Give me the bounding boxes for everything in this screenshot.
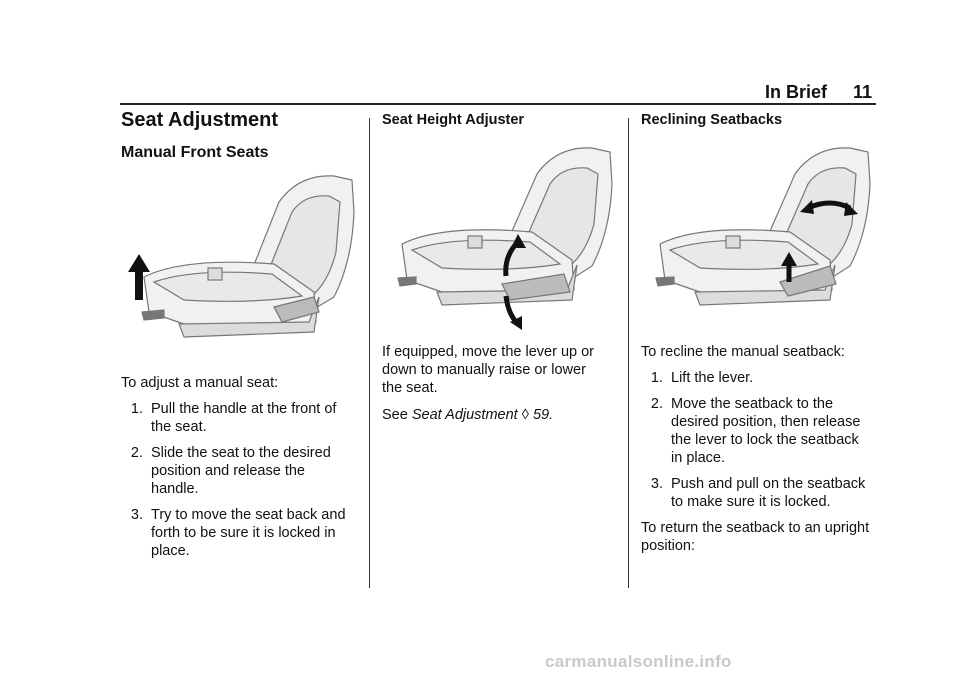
step-item: 3. Push and pull on the seatback to make sure it is locked. [650, 476, 866, 510]
height-instructions: If equipped, move the lever up or down to manually raise or lower the seat. [382, 344, 594, 396]
intro-text: To recline the manual seatback: [641, 344, 845, 360]
section-title: In Brief [764, 82, 827, 102]
section-heading: Seat Adjustment [121, 109, 279, 131]
step-item: 2. Slide the seat to the desired position and release the handle. [130, 445, 331, 497]
step-item: 1. Pull the handle at the front of the seat. [130, 401, 337, 435]
page-number: 11 [852, 82, 872, 102]
xref-link[interactable]: Seat Adjustment [411, 407, 518, 423]
step-item: 2. Move the seatback to the desired position, then release the lever to lock the seatback in place. [650, 396, 861, 466]
column-3 [641, 111, 877, 129]
manual-seat-illustration [124, 172, 356, 358]
column-divider-1 [369, 118, 370, 588]
subsection-heading: Reclining Seatbacks [641, 112, 783, 128]
watermark: carmanualsonline.info [545, 652, 732, 671]
return-text: To return the seatback to an upright position: [641, 520, 870, 554]
intro-text: To adjust a manual seat: [121, 375, 279, 391]
subsection-heading: Seat Height Adjuster [382, 112, 525, 128]
reclining-seat-illustration [650, 144, 872, 330]
header-rule [120, 103, 876, 105]
column-2 [382, 111, 618, 129]
recline-steps [641, 369, 881, 511]
page-ref-icon: ◊ [521, 407, 529, 423]
cross-reference: See Seat Adjustment ◊ 59. [382, 407, 554, 423]
subsection-heading: Manual Front Seats [121, 144, 269, 161]
column-divider-2 [628, 118, 629, 588]
manual-seat-steps [121, 400, 361, 560]
column-3-body [641, 343, 881, 555]
column-1 [121, 111, 357, 162]
page-header [765, 82, 872, 103]
column-1-body [121, 374, 361, 568]
step-item: 1. Lift the lever. [650, 370, 754, 386]
xref-page[interactable]: 59. [532, 407, 554, 423]
seat-height-illustration [392, 144, 614, 330]
step-item: 3. Try to move the seat back and forth to be sure it is locked in place. [130, 507, 346, 559]
column-2-body [382, 343, 620, 424]
